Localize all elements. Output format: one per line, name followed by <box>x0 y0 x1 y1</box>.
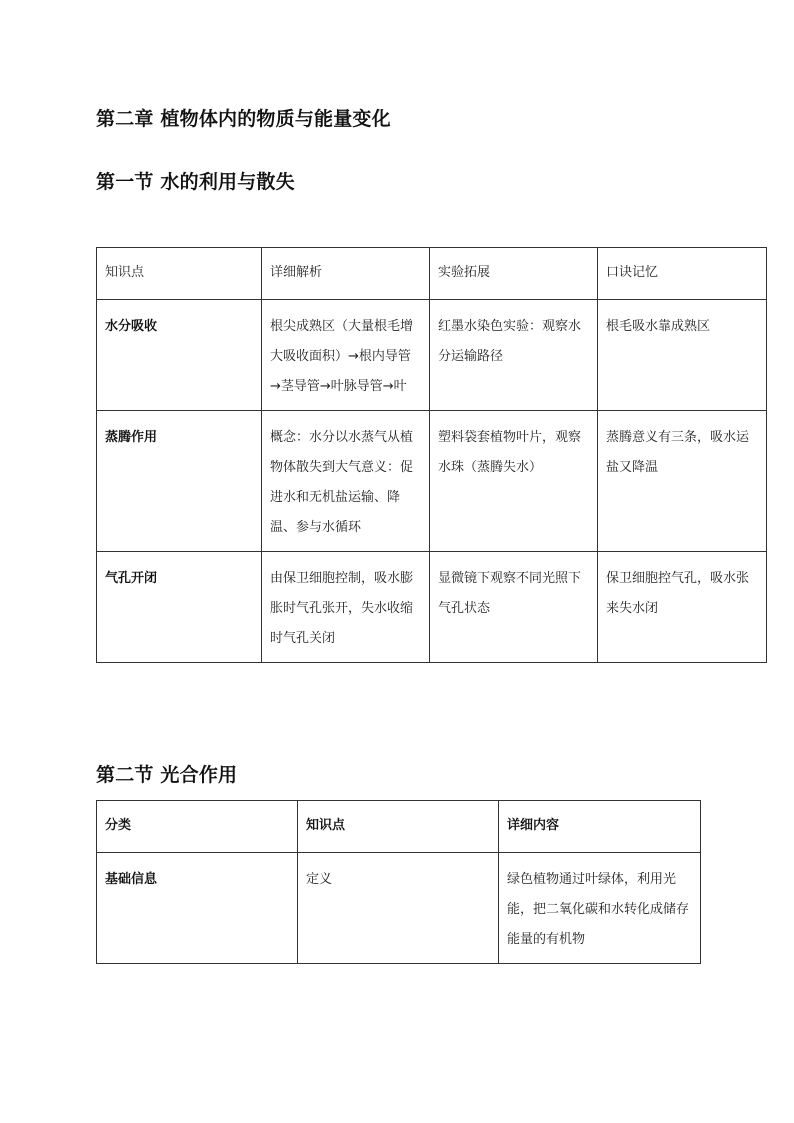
detail-cell: 概念：水分以水蒸气从植物体散失到大气意义：促进水和无机盐运输、降温、参与水循环 <box>262 411 430 552</box>
category-cell: 基础信息 <box>97 853 298 964</box>
table-row <box>97 552 767 663</box>
experiment-cell: 显微镜下观察不同光照下气孔状态 <box>430 552 598 663</box>
section1-title: 第一节 水的利用与散失 <box>96 171 295 193</box>
detail-cell: 由保卫细胞控制，吸水膨胀时气孔张开，失水收缩时气孔关闭 <box>262 552 430 663</box>
topic-cell: 水分吸收 <box>97 300 262 411</box>
column-header: 实验拓展 <box>430 248 598 300</box>
column-header: 知识点 <box>298 801 499 853</box>
detail-cell: 根尖成熟区（大量根毛增大吸收面积）→根内导管→茎导管→叶脉导管→叶 <box>262 300 430 411</box>
table-row <box>97 411 767 552</box>
mnemonic-cell: 蒸腾意义有三条，吸水运盐又降温 <box>598 411 767 552</box>
topic-cell: 蒸腾作用 <box>97 411 262 552</box>
chapter-title: 第二章 植物体内的物质与能量变化 <box>96 108 391 130</box>
column-header: 口诀记忆 <box>598 248 767 300</box>
column-header: 分类 <box>97 801 298 853</box>
mnemonic-cell: 保卫细胞控气孔，吸水张来失水闭 <box>598 552 767 663</box>
topic-cell: 定义 <box>298 853 499 964</box>
detail-cell: 绿色植物通过叶绿体，利用光能，把二氧化碳和水转化成储存能量的有机物 <box>499 853 701 964</box>
experiment-cell: 红墨水染色实验：观察水分运输路径 <box>430 300 598 411</box>
column-header: 知识点 <box>97 248 262 300</box>
column-header: 详细解析 <box>262 248 430 300</box>
column-header: 详细内容 <box>499 801 701 853</box>
table-row <box>97 300 767 411</box>
topic-cell: 气孔开闭 <box>97 552 262 663</box>
section2-title: 第二节 光合作用 <box>96 764 238 786</box>
experiment-cell: 塑料袋套植物叶片，观察水珠（蒸腾失水） <box>430 411 598 552</box>
water-knowledge-table <box>96 247 767 663</box>
table-row <box>97 853 701 964</box>
photosynthesis-table <box>96 800 701 964</box>
table-header-row <box>97 801 701 853</box>
table-header-row <box>97 248 767 300</box>
mnemonic-cell: 根毛吸水靠成熟区 <box>598 300 767 411</box>
